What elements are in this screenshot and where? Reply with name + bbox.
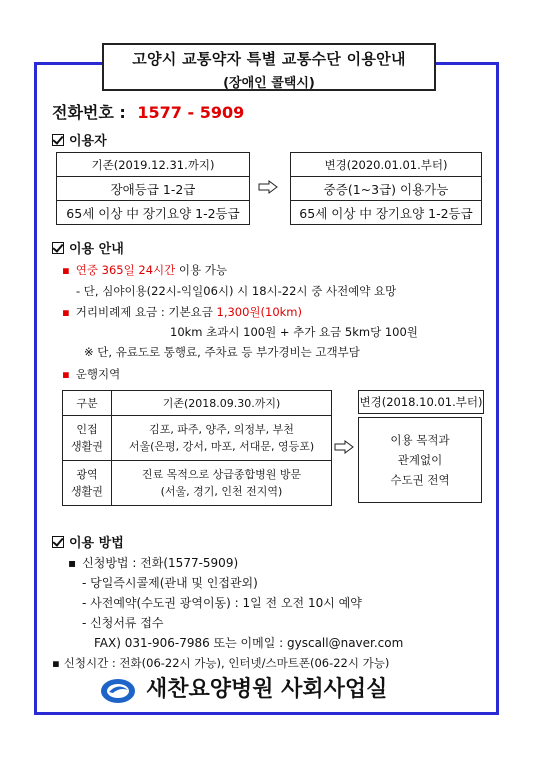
guide-hours [62, 262, 227, 278]
hospital-logo-icon [100, 678, 136, 704]
region-after-header: 변경(2018.10.01.부터) [358, 390, 484, 414]
section-users [52, 130, 107, 149]
guide-hours-note: - 단, 심야이용(22시-익일06시) 시 18시-22시 중 사전예약 요망 [76, 284, 397, 298]
region-after-box [358, 417, 482, 503]
title-box [102, 43, 436, 91]
page-subtitle: (장애인 콜택시) [223, 76, 315, 91]
users-before-table [56, 152, 250, 225]
region-header-before: 기존(2018.09.30.까지) [112, 391, 332, 416]
region-table [62, 390, 332, 506]
guide-fare [62, 304, 302, 320]
region-row-label-line: 생활권 [71, 440, 103, 453]
region-after-line: 관계없이 [397, 453, 443, 467]
section-guide [52, 238, 124, 257]
guide-fare-red: 1,300원(10km) [216, 305, 302, 319]
guide-hours-rest: 이용 가능 [175, 263, 227, 277]
checkbox-icon [52, 536, 64, 548]
checkbox-icon [52, 134, 64, 146]
region-row-text-line: (서울, 경기, 인천 전지역) [160, 485, 283, 498]
organization-name: 새찬요양병원 사회사업실 [146, 677, 388, 702]
bullet-icon: ▪ [62, 367, 70, 381]
bullet-icon: ▪ [68, 556, 77, 570]
page-title: 고양시 교통약자 특별 교통수단 이용안내 [132, 50, 406, 68]
method-apply-text: 신청방법 : 전화(1577-5909) [82, 556, 239, 570]
region-row-text [112, 461, 332, 506]
region-row-text [112, 416, 332, 461]
region-header-div: 구분 [63, 391, 112, 416]
guide-region [62, 366, 120, 382]
method-apply [68, 554, 238, 571]
section-method-heading: 이용 방법 [69, 536, 124, 551]
guide-fare-prefix: 거리비례제 요금 : 기본요금 [75, 305, 217, 319]
section-method [52, 532, 124, 551]
bullet-icon: ▪ [62, 305, 70, 319]
region-row-label [63, 461, 112, 506]
arrow-right-icon [334, 440, 354, 454]
region-row-label-line: 인접 [76, 423, 98, 436]
guide-region-label: 운행지역 [75, 367, 121, 381]
users-after-row: 65세 이상 中 장기요양 1-2등급 [291, 201, 482, 225]
users-before-row: 장애등급 1-2급 [57, 177, 250, 201]
region-after-line: 수도권 전역 [390, 473, 450, 487]
section-users-heading: 이용자 [69, 134, 107, 149]
region-after-line: 이용 목적과 [390, 433, 450, 447]
checkbox-icon [52, 242, 64, 254]
users-before-header: 기존(2019.12.31.까지) [57, 153, 250, 177]
method-item: - 당일즉시콜제(관내 및 인접관외) [82, 576, 258, 590]
guide-hours-red: 연중 365일 24시간 [75, 263, 176, 277]
arrow-right-icon [258, 180, 278, 194]
region-row-text-line: 김포, 파주, 양주, 의정부, 부천 [149, 423, 294, 436]
method-item: - 사전예약(수도권 광역이동) : 1일 전 오전 10시 예약 [82, 596, 362, 610]
region-row-text-line: 서울(은평, 강서, 마포, 서대문, 영등포) [128, 440, 315, 453]
bullet-icon: ▪ [62, 263, 70, 277]
bullet-icon: ▪ [52, 656, 60, 670]
users-after-table [290, 152, 482, 225]
users-before-row: 65세 이상 中 장기요양 1-2등급 [57, 201, 250, 225]
phone-line [52, 100, 244, 123]
users-after-header: 변경(2020.01.01.부터) [291, 153, 482, 177]
region-row-label-line: 광역 [76, 468, 98, 481]
section-guide-heading: 이용 안내 [69, 242, 124, 257]
phone-number: 1577 - 5909 [137, 103, 245, 122]
method-fax: FAX) 031-906-7986 또는 이메일 : gyscall@naver.com [94, 636, 404, 650]
guide-fare-extra: 10km 초과시 100원 + 추가 요금 5km당 100원 [170, 325, 418, 339]
method-time-text: 신청시간 : 전화(06-22시 가능), 인터넷/스마트폰(06-22시 가능) [63, 656, 390, 670]
phone-label: 전화번호 : [52, 103, 126, 122]
method-time [52, 655, 389, 671]
guide-fare-note: ※ 단, 유료도로 통행료, 주차료 등 부가경비는 고객부담 [84, 345, 360, 359]
region-row-label [63, 416, 112, 461]
region-row-label-line: 생활권 [71, 485, 103, 498]
method-item: - 신청서류 접수 [82, 616, 164, 630]
users-after-row: 중증(1~3급) 이용가능 [291, 177, 482, 201]
region-row-text-line: 진료 목적으로 상급종합병원 방문 [141, 468, 302, 481]
